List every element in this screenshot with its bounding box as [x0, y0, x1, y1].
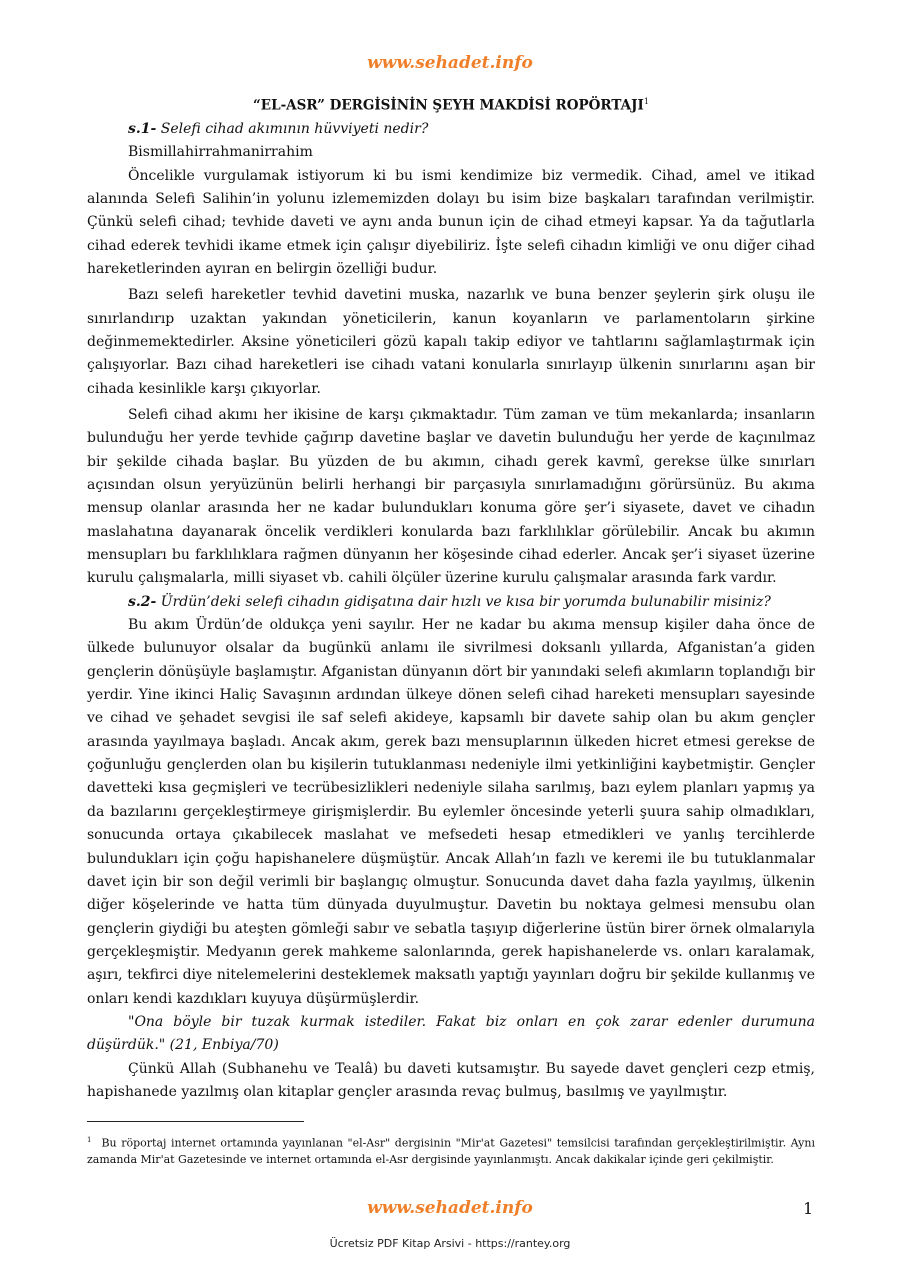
archive-credit: Ücretsiz PDF Kitap Arsivi - https://rantey.org — [329, 1237, 571, 1250]
answer-2-paragraph-2: Çünkü Allah (Subhanehu ve Tealâ) bu daveti kutsamıştır. Bu sayede davet gençleri cezp etmiş, hapishanede yazılmış olan kitaplar gençler arasında revaç bulmuş, basılmış ve yayılmıştır. — [87, 1060, 815, 1100]
article-body — [87, 90, 815, 1104]
question-1-label: s.1- — [128, 120, 157, 137]
question-2 — [87, 591, 815, 614]
answer-1-paragraph-2: Bazı selefi hareketler tevhid davetini muska, nazarlık ve buna benzer şeylerin şirk oluşu ile sınırlandırıp uzaktan yakından yöneticilerin, kanun koyanların ve parlamentoların şirkine değinmemektedirler. Aksine yöneticileri gözü kapalı takip ediyor ve tahtlarını sağlamlaştırmak için çalışıyorlar. Bazı cihad hareketleri ise cihadı vatani konularla sınırlayıp ülkenin sınırlarını aşan bir cihada kesinlikle karşı çıkıyorlar. — [87, 287, 815, 397]
answer-2-paragraph-1: Bu akım Ürdün’de oldukça yeni sayılır. Her ne kadar bu akıma mensup kişiler daha önce de ülkede bulunuyor olsalar da bugünkü anlamı ile sivrilmesi doksanlı yıllarda, Afganistan’a giden gençlerin dönüşüyle başlamıştır. Afganistan dünyanın dört bir yanındaki selefi akımların toplandığı bir yerdir. Yine ikinci Haliç Savaşının ardından ülkeye dönen selefi cihad hareketi mensupları sayesinde ve cihad ve şehadet sevgisi ile saf selefi akideye, kapsamlı bir davete sahip olan bu akım gençler arasında yayılmaya başladı. Ancak akım, gerek bazı mensuplarının ülkeden hicret etmesi gerekse de çoğunluğu gençlerden olan bu kişilerin tutuklanması nedeniyle ilmi yetkinliğini kaybetmiştir. Gençler davetteki kısa geçmişleri ve tecrübesizlikleri nedeniyle silaha sarılmış, bazı eylem planları yapmış ya da bazılarını gerçekleştirmeye girişmişlerdir. Bu eylemler öncesinde yeterli şuura sahip olmadıkları, sonucunda ortaya çıkabilecek maslahat ve mefsedeti hesap etmedikleri ve yanlış tercihlerde bulundukları için çoğu hapishanelere düşmüştür. Ancak Allah’ın fazlı ve keremi ile bu tutuklanmalar davet için bir son değil verimli bir başlangıç olmuştur. Sonucunda davet daha fazla yayılmış, ülkenin diğer köşelerinde ve hatta tüm dünyada duyulmuştur. Davetin bu noktaya gelmesi mensubu olan gençlerin giydiği bu ateşten gömleği sabır ve sebatla taşıyıp diğerlerine üstün birer örnek olmalarıyla gerçekleşmiştir. Medyanın gerek mahkeme salonlarında, gerek hapishanelerde vs. onları karalamak, aşırı, tekfirci diye nitelemelerini desteklemek maksatlı yaptığı yayınları doğru bir şekilde kullanmış ve onları kendi kazdıkları kuyuya düşürmüşlerdir. — [87, 617, 815, 1007]
article-title — [87, 90, 815, 118]
footnote-number: 1 — [87, 1136, 92, 1144]
question-1 — [87, 118, 815, 141]
footer-site-link[interactable]: www.sehadet.info — [367, 1198, 533, 1218]
footnote — [87, 1132, 815, 1169]
answer-1-paragraph-1: Öncelikle vurgulamak istiyorum ki bu ismi kendimize biz vermedik. Cihad, amel ve itikad alanında Selefi Salihin’in yolunu izlememizden dolayı bu isim bize başkaları tarafından verilmiştir. Çünkü selefi cihad; tevhide daveti ve aynı anda bunun için de cihad etmeyi kapsar. Ya da tağutlarla cihad ederek tevhidi ikame etmek için çalışır diyebiliriz. İşte selefi cihadın kimliği ve onu diğer cihad hareketlerinden ayıran en belirgin özelliği budur. — [87, 167, 815, 277]
question-2-label: s.2- — [128, 593, 157, 610]
answer-1-paragraph-3: Selefi cihad akımı her ikisine de karşı çıkmaktadır. Tüm zaman ve tüm mekanlarda; insanların bulunduğu her yerde tevhide çağırıp davetine başlar ve davetin bulunduğu her yerde de kaçınılmaz bir şekilde cihada başlar. Bu yüzden de bu akımın, cihadı gerek kavmî, gerekse ülke sınırları açısından olsun yeryüzünün belirli herhangi bir parçasıyla sınırlamadığını görürsünüz. Bu akıma mensup olanlar arasında her ne kadar bulundukları konuma göre şer’i siyasete, davet ve cihadın maslahatına dayanarak öncelik verdikleri konularda bazı farklılıklar görülebilir. Ancak bu akımın mensupları bu farklılıklara rağmen dünyanın her köşesinde cihad ederler. Ancak şer’i siyaset üzerine kurulu çalışmalarla, milli siyaset vb. cahili ölçüler üzerine kurulu çalışmalar arasında fark vardır. — [87, 406, 815, 587]
footnote-separator — [87, 1121, 304, 1122]
footnote-ref[interactable]: 1 — [643, 97, 649, 106]
quran-quote: "Ona böyle bir tuzak kurmak istediler. Fakat biz onları en çok zarar edenler durumuna düşürdük." (21, Enbiya/70) — [87, 1013, 815, 1054]
question-1-text: Selefi cihad akımının hüvviyeti nedir? — [160, 120, 429, 137]
footnote-text: Bu röportaj internet ortamında yayınlanan "el-Asr" dergisinin "Mir'at Gazetesi" temsilcisi tarafından gerçekleştirilmiştir. Aynı zamanda Mir'at Gazetesinde ve internet ortamında el-Asr dergisinde yayınlanmıştı. Ancak dakikalar içinde geri çekilmiştir. — [87, 1136, 815, 1167]
article-title-text: “EL-ASR” DERGİSİNİN ŞEYH MAKDİSİ ROPÖRTAJI — [253, 97, 644, 114]
answer-1-opening: Bismillahirrahmanirrahim — [128, 144, 313, 161]
page-number: 1 — [803, 1199, 814, 1218]
question-2-text: Ürdün’deki selefi cihadın gidişatına dair hızlı ve kısa bir yorumda bulunabilir misiniz? — [160, 593, 771, 610]
header-site-link[interactable]: www.sehadet.info — [367, 53, 533, 73]
